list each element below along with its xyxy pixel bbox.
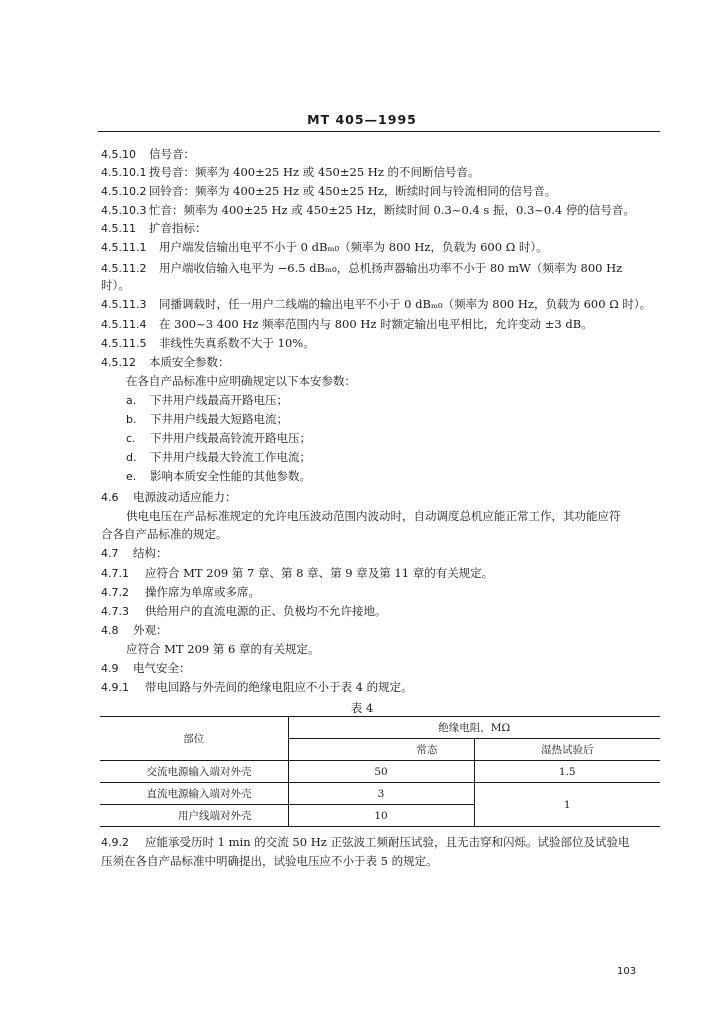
clause-4-5-11-5: 4.5.11.5 非线性失真系数不大于 10%。	[101, 336, 315, 350]
clause-4-5-12: 4.5.12 本质安全参数：	[101, 355, 230, 369]
table-header-normal: 常态	[288, 739, 474, 761]
list-item-c: c. 下井用户线最高铃流开路电压；	[126, 431, 311, 445]
clause-4-9-2: 4.9.2 应能承受历时 1 min 的交流 50 Hz 正弦波工频耐压试验，且无击穿和闪烁。试验部位及试验电	[101, 835, 630, 849]
clause-4-6-body-cont: 合各自产品标准的规定。	[101, 527, 228, 541]
clause-4-9-2-cont: 压须在各自产品标准中明确提出，试验电压应不小于表 5 的规定。	[101, 854, 438, 868]
clause-4-5-10-3: 4.5.10.3 忙音：频率为 400±25 Hz 或 450±25 Hz，断续时间 0.3~0.4 s 振，0.3~0.4 停的信号音。	[101, 203, 635, 217]
table-cell-part: 用户线端对外壳	[100, 805, 288, 827]
table-row	[100, 761, 660, 783]
table-cell-part: 直流电源输入端对外壳	[100, 783, 288, 805]
clause-4-5-11-3: 4.5.11.3 同播调载时，任一用户二线端的输出电平不小于 0 dBₘ₀（频率为 800 Hz，负载为 600 Ω 时）。	[101, 297, 652, 311]
table-cell-humid: 1.5	[474, 761, 660, 783]
table-cell-normal: 3	[288, 783, 474, 805]
table-cell-part: 交流电源输入端对外壳	[100, 761, 288, 783]
clause-4-6: 4.6 电源波动适应能力：	[101, 490, 237, 504]
clause-4-7-1: 4.7.1 应符合 MT 209 第 7 章、第 8 章、第 9 章及第 11 章的有关规定。	[101, 566, 494, 580]
table-cell-normal: 50	[288, 761, 474, 783]
table-header-humid: 湿热试验后	[474, 739, 660, 761]
clause-4-8-body: 应符合 MT 209 第 6 章的有关规定。	[126, 642, 320, 656]
table-header-group: 绝缘电阻，MΩ	[288, 717, 660, 739]
clause-4-5-10: 4.5.10 信号音：	[101, 147, 195, 161]
clause-4-5-11: 4.5.11 扩音指标：	[101, 221, 207, 235]
page-number: 103	[617, 966, 637, 977]
clause-4-5-10-2: 4.5.10.2 回铃音：频率为 400±25 Hz 或 450±25 Hz，断续时间与铃流相同的信号音。	[101, 184, 557, 198]
list-item-d: d. 下井用户线最大铃流工作电流；	[126, 450, 311, 464]
clause-4-5-11-2: 4.5.11.2 用户端收信输入电平为 −6.5 dBₘ₀，总机扬声器输出功率不小于 80 mW（频率为 800 Hz	[101, 261, 623, 275]
insulation-resistance-table	[100, 716, 660, 827]
table-row	[100, 783, 660, 805]
clause-4-9-1: 4.9.1 带电回路与外壳间的绝缘电阻应不小于表 4 的规定。	[101, 680, 413, 694]
clause-4-8: 4.8 外观：	[101, 623, 168, 637]
clause-4-7-3: 4.7.3 供给用户的直流电源的正、负极均不允许接地。	[101, 604, 387, 618]
header-rule	[98, 131, 660, 132]
clause-4-6-body: 供电电压在产品标准规定的允许电压波动范围内波动时，自动调度总机应能正常工作，其功能应符	[126, 509, 621, 523]
table-caption: 表 4	[350, 701, 374, 715]
clause-4-5-12-intro: 在各自产品标准中应明确规定以下本安参数：	[126, 374, 356, 388]
table-cell-normal: 10	[288, 805, 474, 827]
clause-4-5-11-1: 4.5.11.1 用户端发信输出电平不小于 0 dBₘ₀（频率为 800 Hz，负载为 600 Ω 时）。	[101, 240, 548, 254]
table-cell-humid: 1	[474, 783, 660, 827]
document-header-title: MT 405—1995	[307, 112, 417, 127]
list-item-a: a. 下井用户线最高开路电压；	[126, 393, 288, 407]
clause-4-5-11-4: 4.5.11.4 在 300~3 400 Hz 频率范围内与 800 Hz 时额定输出电平相比，允许变动 ±3 dB。	[101, 317, 593, 331]
clause-4-5-11-2-cont: 时）。	[101, 278, 130, 292]
list-item-e: e. 影响本质安全性能的其他参数。	[126, 469, 311, 483]
table-header-part: 部位	[100, 717, 288, 761]
clause-4-7: 4.7 结构：	[101, 546, 168, 560]
clause-4-5-10-1: 4.5.10.1 拨号音：频率为 400±25 Hz 或 450±25 Hz 的不间断信号音。	[101, 165, 480, 179]
clause-4-7-2: 4.7.2 操作席为单席或多席。	[101, 585, 260, 599]
list-item-b: b. 下井用户线最大短路电流；	[126, 412, 288, 426]
clause-4-9: 4.9 电气安全：	[101, 661, 191, 675]
